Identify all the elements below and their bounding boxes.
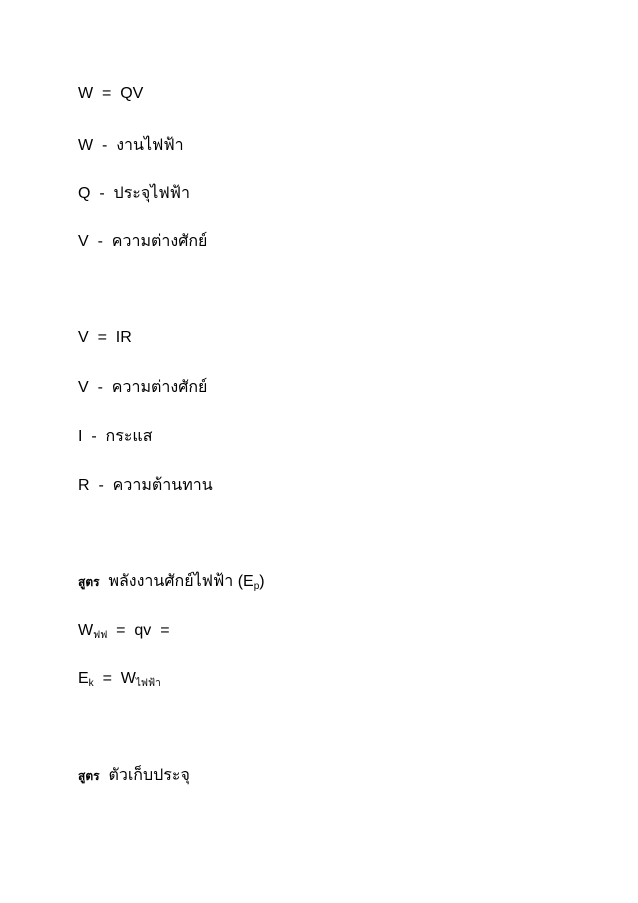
heading-subscript: p (253, 581, 260, 592)
definition-voltage-2: V - ความต่างศักย์ (78, 379, 208, 396)
eq1-subscript: ฟฟ (93, 630, 108, 641)
definition-work: W - งานไฟฟ้า (78, 137, 184, 154)
definition-resistance: R - ความต้านทาน (78, 477, 213, 494)
heading-text: พลังงานศักย์ไฟฟ้า (E (99, 573, 254, 590)
definition-charge: Q - ประจุไฟฟ้า (78, 185, 190, 202)
equation-work-electric (78, 621, 170, 641)
definition-current: I - กระแส (78, 428, 153, 445)
equation-kinetic-energy (78, 669, 161, 689)
heading-capacitor-text: ตัวเก็บประจุ (99, 767, 190, 784)
eq2-subscript-2: ไฟฟ้า (135, 678, 161, 689)
formula-work: W = QV (78, 85, 144, 102)
heading-capacitor (78, 766, 190, 786)
definition-voltage: V - ความต่างศักย์ (78, 233, 208, 250)
formula-label-2: สูตร (78, 769, 100, 783)
eq2-subscript: k (88, 678, 94, 689)
eq1-symbol: W (78, 622, 94, 639)
heading-close: ) (259, 573, 265, 590)
eq2-symbol: E (78, 670, 89, 687)
formula-label: สูตร (78, 575, 100, 589)
formula-ohm: V = IR (78, 329, 132, 346)
eq1-rest: = qv = (107, 622, 170, 639)
eq2-middle: = W (93, 670, 136, 687)
heading-electric-potential-energy (78, 572, 265, 592)
